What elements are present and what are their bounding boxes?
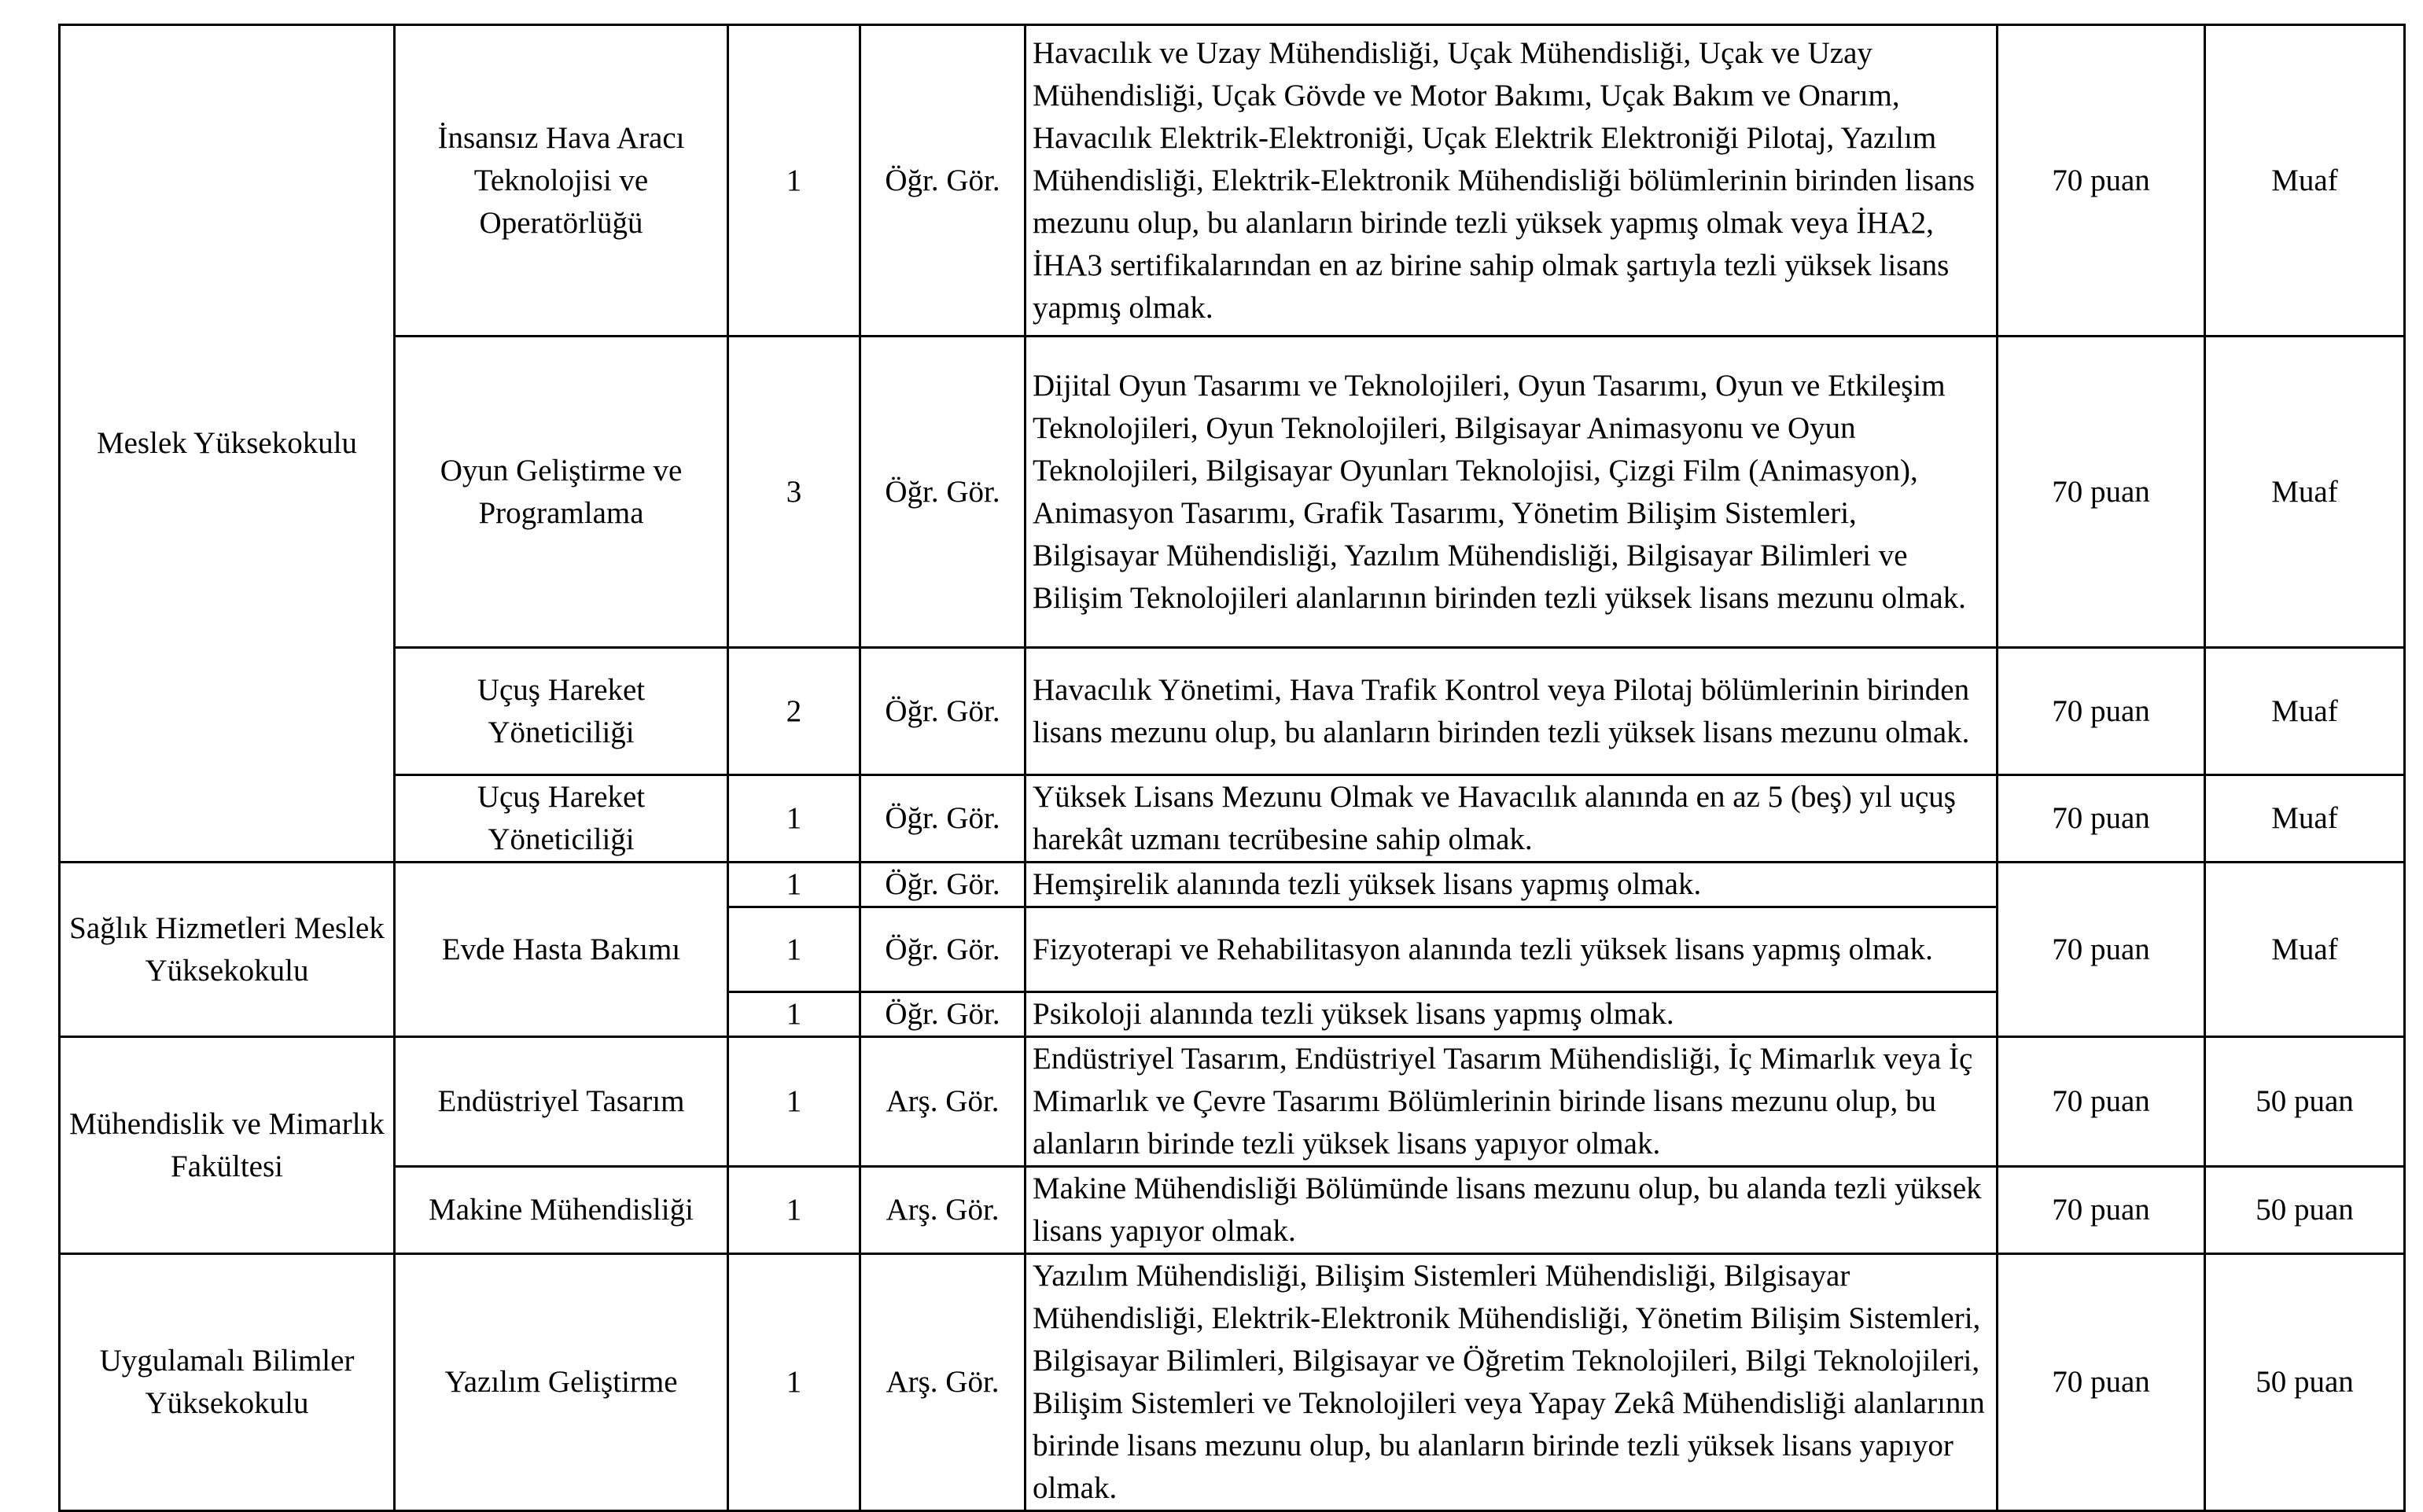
ales-cell: 70 puan: [1998, 648, 2205, 775]
title-cell: Öğr. Gör.: [860, 907, 1026, 992]
title-cell: Öğr. Gör.: [860, 648, 1026, 775]
count-cell: 1: [728, 25, 860, 337]
program-cell: Oyun Geliştirme ve Programlama: [395, 337, 728, 648]
table-row: [60, 863, 2405, 907]
count-cell: 1: [728, 775, 860, 863]
title-cell: Öğr. Gör.: [860, 775, 1026, 863]
count-cell: 1: [728, 992, 860, 1037]
ales-cell: 70 puan: [1998, 775, 2205, 863]
program-cell: Uçuş Hareket Yöneticiliği: [395, 648, 728, 775]
requirement-cell: Havacılık Yönetimi, Hava Trafik Kontrol veya Pilotaj bölümlerinin birinden lisans mezunu olup, bu alanların birinden tezli yüksek lisans mezunu olmak.: [1026, 648, 1998, 775]
ales-cell: 70 puan: [1998, 1037, 2205, 1167]
table-row: [60, 1037, 2405, 1167]
table-row: [60, 25, 2405, 337]
program-cell: İnsansız Hava Aracı Teknolojisi ve Operatörlüğü: [395, 25, 728, 337]
requirement-cell: Hemşirelik alanında tezli yüksek lisans yapmış olmak.: [1026, 863, 1998, 907]
language-cell: Muaf: [2205, 648, 2405, 775]
count-cell: 1: [728, 1167, 860, 1254]
requirement-cell: Havacılık ve Uzay Mühendisliği, Uçak Mühendisliği, Uçak ve Uzay Mühendisliği, Uçak Gövde ve Motor Bakımı, Uçak Bakım ve Onarım, Havacılık Elektrik-Elektroniği, Uçak Elektrik Elektroniği Pilotaj, Yazılım Mühendisliği, Elektrik-Elektronik Mühendisliği bölümlerinin birinden lisans mezunu olup, bu alanların birinde tezli yüksek yapmış olmak veya İHA2, İHA3 sertifikalarından en az birine sahip olmak şartıyla tezli yüksek lisans yapmış olmak.: [1026, 25, 1998, 337]
language-cell: Muaf: [2205, 337, 2405, 648]
table-row: [60, 648, 2405, 775]
language-cell: Muaf: [2205, 775, 2405, 863]
ales-cell: 70 puan: [1998, 1167, 2205, 1254]
unit-cell: Uygulamalı Bilimler Yüksekokulu: [60, 1254, 395, 1511]
requirement-cell: Fizyoterapi ve Rehabilitasyon alanında tezli yüksek lisans yapmış olmak.: [1026, 907, 1998, 992]
title-cell: Arş. Gör.: [860, 1037, 1026, 1167]
unit-cell: Sağlık Hizmetleri Meslek Yüksekokulu: [60, 863, 395, 1037]
program-cell: Yazılım Geliştirme: [395, 1254, 728, 1511]
unit-cell: Mühendislik ve Mimarlık Fakültesi: [60, 1037, 395, 1254]
requirement-cell: Dijital Oyun Tasarımı ve Teknolojileri, Oyun Tasarımı, Oyun ve Etkileşim Teknolojileri, Oyun Teknolojileri, Bilgisayar Animasyonu ve Oyun Teknolojileri, Bilgisayar Oyunları Teknolojisi, Çizgi Film (Animasyon), Animasyon Tasarımı, Grafik Tasarımı, Yönetim Bilişim Sistemleri, Bilgisayar Mühendisliği, Yazılım Mühendisliği, Bilgisayar Bilimleri ve Bilişim Teknolojileri alanlarının birinden tezli yüksek lisans mezunu olmak.: [1026, 337, 1998, 648]
program-cell: Endüstriyel Tasarım: [395, 1037, 728, 1167]
language-cell: 50 puan: [2205, 1254, 2405, 1511]
count-cell: 3: [728, 337, 860, 648]
table-row: [60, 337, 2405, 648]
staff-requirements-table: [58, 24, 2406, 1512]
program-cell: Evde Hasta Bakımı: [395, 863, 728, 1037]
title-cell: Arş. Gör.: [860, 1167, 1026, 1254]
title-cell: Öğr. Gör.: [860, 992, 1026, 1037]
program-cell: Makine Mühendisliği: [395, 1167, 728, 1254]
ales-cell: 70 puan: [1998, 1254, 2205, 1511]
requirement-cell: Yazılım Mühendisliği, Bilişim Sistemleri Mühendisliği, Bilgisayar Mühendisliği, Elektrik-Elektronik Mühendisliği, Yönetim Bilişim Sistemleri, Bilgisayar Bilimleri, Bilgisayar ve Öğretim Teknolojileri, Bilgi Teknolojileri, Bilişim Sistemleri ve Teknolojileri veya Yapay Zekâ Mühendisliği alanlarının birinde lisans mezunu olup, bu alanların birinde tezli yüksek lisans yapıyor olmak.: [1026, 1254, 1998, 1511]
title-cell: Öğr. Gör.: [860, 25, 1026, 337]
requirement-cell: Endüstriyel Tasarım, Endüstriyel Tasarım Mühendisliği, İç Mimarlık veya İç Mimarlık ve Çevre Tasarımı Bölümlerinin birinde lisans mezunu olup, bu alanların birinde tezli yüksek lisans yapıyor olmak.: [1026, 1037, 1998, 1167]
count-cell: 1: [728, 1254, 860, 1511]
table-row: [60, 775, 2405, 863]
language-cell: Muaf: [2205, 25, 2405, 337]
count-cell: 1: [728, 1037, 860, 1167]
table-row: [60, 1254, 2405, 1511]
table-row: [60, 1167, 2405, 1254]
unit-cell: Meslek Yüksekokulu: [60, 25, 395, 863]
count-cell: 1: [728, 863, 860, 907]
program-cell: Uçuş Hareket Yöneticiliği: [395, 775, 728, 863]
ales-cell: 70 puan: [1998, 863, 2205, 1037]
title-cell: Arş. Gör.: [860, 1254, 1026, 1511]
title-cell: Öğr. Gör.: [860, 337, 1026, 648]
requirement-cell: Yüksek Lisans Mezunu Olmak ve Havacılık alanında en az 5 (beş) yıl uçuş harekât uzmanı tecrübesine sahip olmak.: [1026, 775, 1998, 863]
ales-cell: 70 puan: [1998, 25, 2205, 337]
language-cell: 50 puan: [2205, 1037, 2405, 1167]
language-cell: 50 puan: [2205, 1167, 2405, 1254]
title-cell: Öğr. Gör.: [860, 863, 1026, 907]
requirement-cell: Psikoloji alanında tezli yüksek lisans yapmış olmak.: [1026, 992, 1998, 1037]
requirement-cell: Makine Mühendisliği Bölümünde lisans mezunu olup, bu alanda tezli yüksek lisans yapıyor olmak.: [1026, 1167, 1998, 1254]
count-cell: 2: [728, 648, 860, 775]
count-cell: 1: [728, 907, 860, 992]
ales-cell: 70 puan: [1998, 337, 2205, 648]
language-cell: Muaf: [2205, 863, 2405, 1037]
